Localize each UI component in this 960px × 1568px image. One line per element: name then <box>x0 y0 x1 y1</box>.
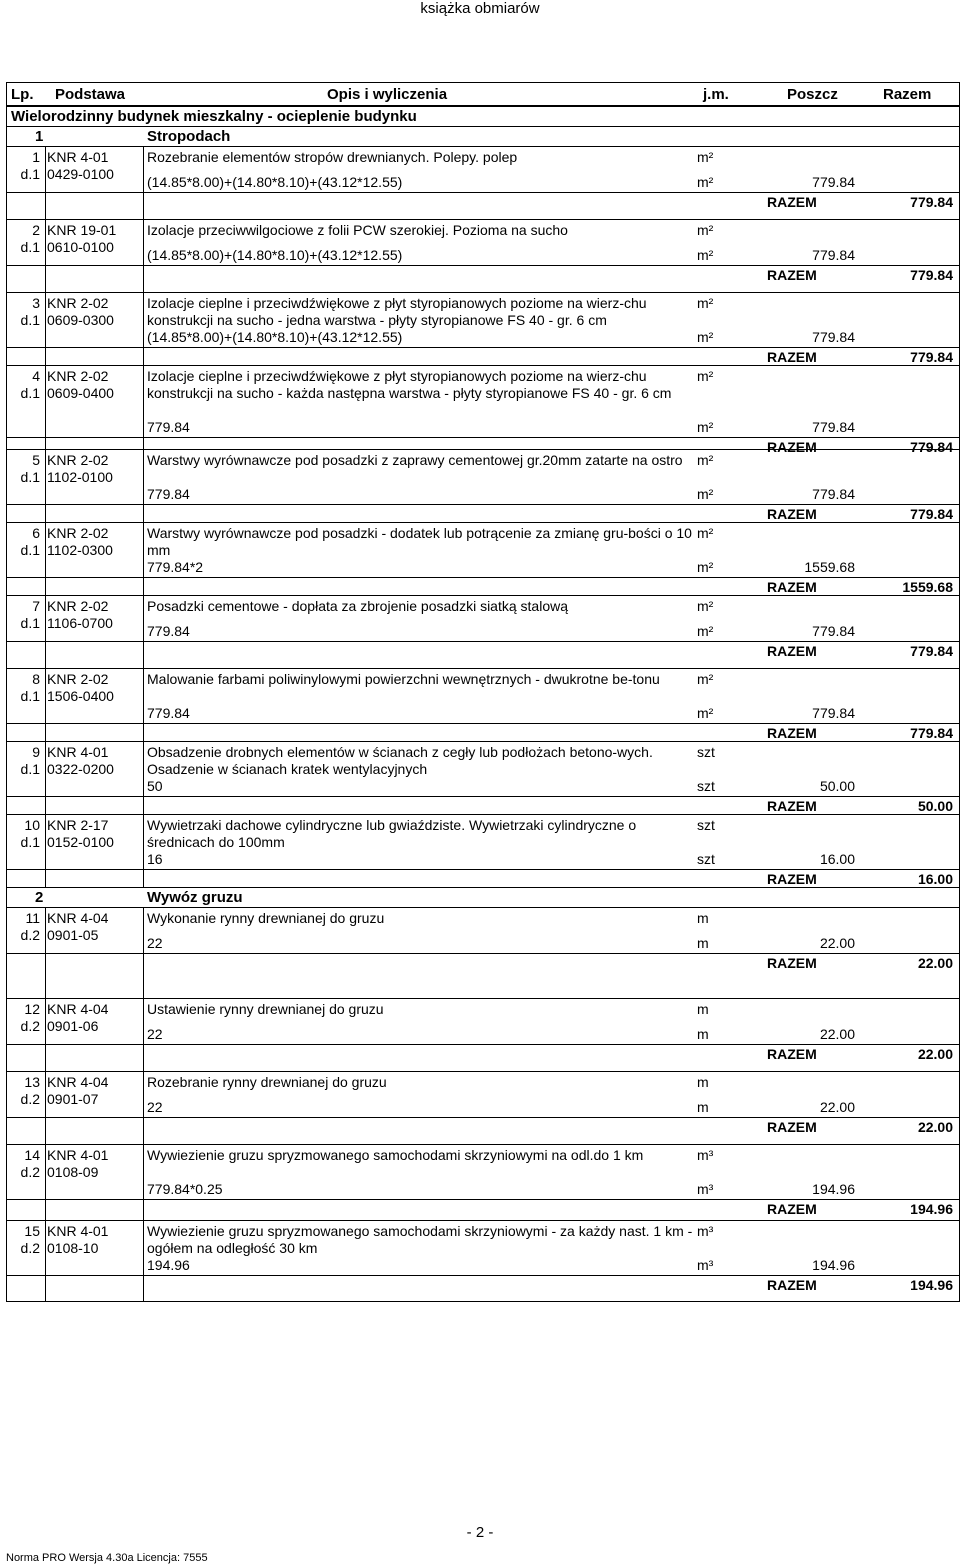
item-total: 779.84 <box>910 267 953 283</box>
col-lp: Lp. <box>11 86 34 103</box>
table-row <box>7 1145 959 1221</box>
item-base-code: KNR 4-04 <box>47 1001 109 1017</box>
item-calc-unit: m² <box>697 559 714 575</box>
item-quantity: 194.96 <box>812 1181 855 1197</box>
item-description: Ustawienie rynny drewnianej do gruzu <box>147 1001 384 1017</box>
item-unit: szt <box>697 744 715 760</box>
col-unit: j.m. <box>703 86 729 103</box>
section-title: Stropodach <box>147 128 231 145</box>
item-detail: d.2 <box>20 1091 40 1107</box>
item-base-number: 1506-0400 <box>47 688 114 704</box>
item-total: 779.84 <box>910 439 953 455</box>
column-line <box>45 596 46 668</box>
item-quantity: 194.96 <box>812 1257 855 1273</box>
table-row <box>7 815 959 888</box>
table-row <box>7 366 959 455</box>
item-description: Rozebranie rynny drewnianej do gruzu <box>147 1074 387 1090</box>
razem-label: RAZEM <box>767 798 817 814</box>
item-calc-unit: m² <box>697 174 714 190</box>
item-total: 779.84 <box>910 725 953 741</box>
column-line <box>143 908 144 998</box>
item-quantity: 16.00 <box>819 851 855 867</box>
table-row <box>7 450 959 523</box>
item-base-number: 0901-05 <box>47 927 99 943</box>
column-line <box>143 523 144 595</box>
column-line <box>45 999 46 1071</box>
item-base-code: KNR 2-02 <box>47 598 109 614</box>
item-base-number: 0610-0100 <box>47 239 114 255</box>
item-detail: d.1 <box>20 542 40 558</box>
table-row <box>7 1221 959 1302</box>
item-base-code: KNR 2-17 <box>47 817 109 833</box>
razem-label: RAZEM <box>767 955 817 971</box>
item-calculation: (14.85*8.00)+(14.80*8.10)+(43.12*12.55) <box>147 329 403 345</box>
building-row <box>7 107 959 127</box>
column-line <box>45 523 46 595</box>
row-separator <box>7 347 959 348</box>
column-line <box>143 147 144 219</box>
item-calc-unit: m³ <box>697 1181 714 1197</box>
item-description: Izolacje cieplne i przeciwdźwiękowe z płyt styropianowych poziome na wierz-chu konstrukcji na sucho - każda następna warstwa - płyty styropianowe FS 40 - gr. 6 cm <box>147 368 672 401</box>
item-detail: d.1 <box>20 834 40 850</box>
razem-label: RAZEM <box>767 439 817 455</box>
item-number: 15 <box>24 1223 40 1239</box>
item-description: Izolacje cieplne i przeciwdźwiękowe z płyt styropianowych poziome na wierz-chu konstrukcji na sucho - jedna warstwa - płyty styropianowe FS 40 - gr. 6 cm <box>147 295 647 328</box>
item-calculation: 22 <box>147 1026 163 1042</box>
item-base-code: KNR 4-01 <box>47 1147 109 1163</box>
item-total: 194.96 <box>910 1201 953 1217</box>
item-quantity: 22.00 <box>819 935 855 951</box>
item-quantity: 779.84 <box>812 329 855 345</box>
column-line <box>45 1221 46 1301</box>
row-separator <box>7 437 959 438</box>
item-number: 2 <box>32 222 40 238</box>
column-line <box>45 908 46 998</box>
table-row <box>7 908 959 999</box>
item-total: 1559.68 <box>902 579 953 595</box>
item-calculation: 16 <box>147 851 163 867</box>
razem-label: RAZEM <box>767 871 817 887</box>
razem-label: RAZEM <box>767 194 817 210</box>
item-calc-unit: m² <box>697 419 714 435</box>
item-base-number: 0609-0300 <box>47 312 114 328</box>
item-number: 9 <box>32 744 40 760</box>
column-line <box>45 669 46 741</box>
item-calculation: 22 <box>147 935 163 951</box>
razem-label: RAZEM <box>767 267 817 283</box>
item-number: 13 <box>24 1074 40 1090</box>
column-line <box>45 742 46 814</box>
item-calculation: (14.85*8.00)+(14.80*8.10)+(43.12*12.55) <box>147 174 403 190</box>
row-separator <box>7 953 959 954</box>
item-calculation: 779.84 <box>147 486 190 502</box>
item-detail: d.1 <box>20 761 40 777</box>
item-base-number: 0108-09 <box>47 1164 99 1180</box>
item-description: Malowanie farbami poliwinylowymi powierzchni wewnętrznych - dwukrotne be-tonu <box>147 671 660 687</box>
item-description: Rozebranie elementów stropów drewnianych. Polepy. polep <box>147 149 518 165</box>
item-unit: m² <box>697 598 714 614</box>
row-separator <box>7 577 959 578</box>
column-line <box>143 220 144 292</box>
item-number: 5 <box>32 452 40 468</box>
section-title: Wywóz gruzu <box>147 889 243 906</box>
item-detail: d.1 <box>20 312 40 328</box>
razem-label: RAZEM <box>767 1277 817 1293</box>
section-number: 2 <box>35 889 44 906</box>
row-separator <box>7 504 959 505</box>
section-row <box>7 127 959 147</box>
item-total: 779.84 <box>910 506 953 522</box>
item-number: 14 <box>24 1147 40 1163</box>
item-number: 1 <box>32 149 40 165</box>
item-calc-unit: m² <box>697 329 714 345</box>
item-detail: d.2 <box>20 1240 40 1256</box>
row-separator <box>7 265 959 266</box>
item-description: Posadzki cementowe - dopłata za zbrojenie posadzki siatką stalową <box>147 598 569 614</box>
item-calc-unit: m <box>697 1026 709 1042</box>
column-line <box>143 815 144 887</box>
building-title: Wielorodzinny budynek mieszkalny - ocieplenie budynku <box>11 108 417 125</box>
item-unit: m <box>697 1001 709 1017</box>
table-row <box>7 147 959 220</box>
item-quantity: 779.84 <box>812 486 855 502</box>
item-total: 194.96 <box>910 1277 953 1293</box>
column-line <box>143 999 144 1071</box>
column-line <box>143 1072 144 1144</box>
item-unit: m² <box>697 525 714 541</box>
item-description: Warstwy wyrównawcze pod posadzki z zaprawy cementowej gr.20mm zatarte na ostro <box>147 452 683 468</box>
razem-label: RAZEM <box>767 1201 817 1217</box>
item-quantity: 22.00 <box>819 1026 855 1042</box>
table-row <box>7 999 959 1072</box>
col-desc: Opis i wyliczenia <box>327 86 448 103</box>
row-separator <box>7 641 959 642</box>
item-base-number: 0108-10 <box>47 1240 99 1256</box>
item-calc-unit: m³ <box>697 1257 714 1273</box>
column-line <box>143 669 144 741</box>
table-header <box>7 83 959 107</box>
item-calc-unit: szt <box>697 778 715 794</box>
item-description: Wywiezienie gruzu spryzmowanego samochodami skrzyniowymi na odl.do 1 km <box>147 1147 644 1163</box>
table-row <box>7 293 959 366</box>
column-line <box>45 1145 46 1220</box>
table-row <box>7 1072 959 1145</box>
item-base-number: 1102-0100 <box>47 469 113 485</box>
item-number: 3 <box>32 295 40 311</box>
item-detail: d.2 <box>20 927 40 943</box>
row-separator <box>7 1199 959 1200</box>
item-number: 8 <box>32 671 40 687</box>
item-calculation: 194.96 <box>147 1257 190 1273</box>
column-line <box>143 1145 144 1220</box>
measurement-table <box>6 82 960 1302</box>
column-line <box>143 450 144 522</box>
item-base-code: KNR 4-01 <box>47 744 109 760</box>
column-line <box>45 366 46 449</box>
page-title: książka obmiarów <box>420 0 540 17</box>
item-base-code: KNR 4-01 <box>47 1223 109 1239</box>
row-separator <box>7 723 959 724</box>
item-calculation: 22 <box>147 1099 163 1115</box>
item-description: Obsadzenie drobnych elementów w ścianach z cegły lub podłożach betono-wych. Osadzenie w ścianach kratek wentylacyjnych <box>147 744 653 777</box>
row-separator <box>7 869 959 870</box>
column-line <box>45 450 46 522</box>
item-detail: d.1 <box>20 688 40 704</box>
item-calculation: 779.84*2 <box>147 559 204 575</box>
column-line <box>45 815 46 887</box>
item-quantity: 22.00 <box>819 1099 855 1115</box>
item-calculation: 779.84*0.25 <box>147 1181 223 1197</box>
item-base-code: KNR 2-02 <box>47 525 109 541</box>
column-line <box>45 147 46 219</box>
table-row <box>7 742 959 815</box>
column-line <box>143 366 144 449</box>
item-description: Warstwy wyrównawcze pod posadzki - dodatek lub potrącenie za zmianę gru-bości o 10 mm <box>147 525 692 558</box>
section-row <box>7 888 959 908</box>
razem-label: RAZEM <box>767 725 817 741</box>
item-calculation: 50 <box>147 778 163 794</box>
item-base-code: KNR 4-01 <box>47 149 109 165</box>
item-detail: d.2 <box>20 1164 40 1180</box>
column-line <box>143 742 144 814</box>
item-base-number: 0609-0400 <box>47 385 114 401</box>
column-line <box>45 293 46 365</box>
item-unit: m³ <box>697 1223 714 1239</box>
item-total: 22.00 <box>917 1046 953 1062</box>
item-number: 10 <box>24 817 40 833</box>
item-base-number: 1106-0700 <box>47 615 113 631</box>
item-calculation: 779.84 <box>147 623 190 639</box>
item-total: 779.84 <box>910 349 953 365</box>
item-calc-unit: m <box>697 1099 709 1115</box>
item-unit: m² <box>697 149 714 165</box>
item-unit: m² <box>697 452 714 468</box>
item-base-number: 0901-06 <box>47 1018 99 1034</box>
column-line <box>45 220 46 292</box>
razem-label: RAZEM <box>767 1119 817 1135</box>
item-base-code: KNR 2-02 <box>47 671 109 687</box>
row-separator <box>7 1044 959 1045</box>
column-line <box>143 596 144 668</box>
item-quantity: 779.84 <box>812 705 855 721</box>
item-unit: szt <box>697 817 715 833</box>
page-number: - 2 - <box>466 1524 494 1541</box>
item-calc-unit: m² <box>697 623 714 639</box>
item-base-number: 0322-0200 <box>47 761 114 777</box>
item-base-number: 0152-0100 <box>47 834 114 850</box>
item-base-number: 1102-0300 <box>47 542 113 558</box>
item-number: 4 <box>32 368 40 384</box>
item-unit: m² <box>697 671 714 687</box>
item-detail: d.1 <box>20 239 40 255</box>
column-line <box>45 1072 46 1144</box>
section-number: 1 <box>35 128 44 145</box>
item-description: Wywiezienie gruzu spryzmowanego samochodami skrzyniowymi - za każdy nast. 1 km - ogółem na odległość 30 km <box>147 1223 693 1256</box>
license-text: Norma PRO Wersja 4.30a Licencja: 7555 <box>6 1552 208 1564</box>
column-line <box>143 1221 144 1301</box>
item-number: 11 <box>25 910 40 926</box>
item-total: 16.00 <box>917 871 953 887</box>
razem-label: RAZEM <box>767 506 817 522</box>
table-row <box>7 596 959 669</box>
item-quantity: 779.84 <box>812 419 855 435</box>
item-base-code: KNR 4-04 <box>47 910 109 926</box>
item-quantity: 779.84 <box>812 174 855 190</box>
item-quantity: 779.84 <box>812 623 855 639</box>
item-unit: m <box>697 910 709 926</box>
item-quantity: 779.84 <box>812 247 855 263</box>
item-detail: d.2 <box>20 1018 40 1034</box>
col-base: Podstawa <box>55 86 126 103</box>
razem-label: RAZEM <box>767 1046 817 1062</box>
item-number: 6 <box>32 525 40 541</box>
row-separator <box>7 1275 959 1276</box>
item-base-code: KNR 2-02 <box>47 368 109 384</box>
item-detail: d.1 <box>20 615 40 631</box>
item-calc-unit: m² <box>697 705 714 721</box>
item-base-code: KNR 2-02 <box>47 295 109 311</box>
item-calc-unit: m <box>697 935 709 951</box>
razem-label: RAZEM <box>767 643 817 659</box>
row-separator <box>7 796 959 797</box>
item-base-code: KNR 4-04 <box>47 1074 109 1090</box>
razem-label: RAZEM <box>767 349 817 365</box>
razem-label: RAZEM <box>767 579 817 595</box>
item-total: 779.84 <box>910 643 953 659</box>
item-total: 22.00 <box>917 1119 953 1135</box>
item-total: 22.00 <box>917 955 953 971</box>
item-description: Wywietrzaki dachowe cylindryczne lub gwiaździste. Wywietrzaki cylindryczne o średnicach do 100mm <box>147 817 637 850</box>
col-total: Razem <box>883 86 932 103</box>
item-number: 12 <box>24 1001 40 1017</box>
item-calc-unit: m² <box>697 247 714 263</box>
table-row <box>7 523 959 596</box>
row-separator <box>7 192 959 193</box>
item-description: Wykonanie rynny drewnianej do gruzu <box>147 910 385 926</box>
item-base-number: 0901-07 <box>47 1091 99 1107</box>
item-number: 7 <box>32 598 40 614</box>
item-base-number: 0429-0100 <box>47 166 114 182</box>
item-detail: d.1 <box>20 469 40 485</box>
table-body <box>7 127 959 1302</box>
item-quantity: 50.00 <box>819 778 855 794</box>
item-description: Izolacje przeciwwilgociowe z folii PCW szerokiej. Pozioma na sucho <box>147 222 568 238</box>
item-unit: m² <box>697 368 714 384</box>
item-calc-unit: szt <box>697 851 715 867</box>
item-unit: m³ <box>697 1147 714 1163</box>
item-base-code: KNR 2-02 <box>47 452 109 468</box>
item-quantity: 1559.68 <box>804 559 855 575</box>
item-calculation: 779.84 <box>147 705 190 721</box>
item-calculation: (14.85*8.00)+(14.80*8.10)+(43.12*12.55) <box>147 247 403 263</box>
item-base-code: KNR 19-01 <box>47 222 117 238</box>
item-unit: m <box>697 1074 709 1090</box>
row-separator <box>7 1117 959 1118</box>
table-row <box>7 669 959 742</box>
column-line <box>143 293 144 365</box>
item-unit: m² <box>697 295 714 311</box>
item-total: 779.84 <box>910 194 953 210</box>
table-row <box>7 220 959 293</box>
item-detail: d.1 <box>20 385 40 401</box>
item-calc-unit: m² <box>697 486 714 502</box>
item-calculation: 779.84 <box>147 419 190 435</box>
item-total: 50.00 <box>917 798 953 814</box>
item-detail: d.1 <box>20 166 40 182</box>
col-qty: Poszcz <box>787 86 838 103</box>
item-unit: m² <box>697 222 714 238</box>
